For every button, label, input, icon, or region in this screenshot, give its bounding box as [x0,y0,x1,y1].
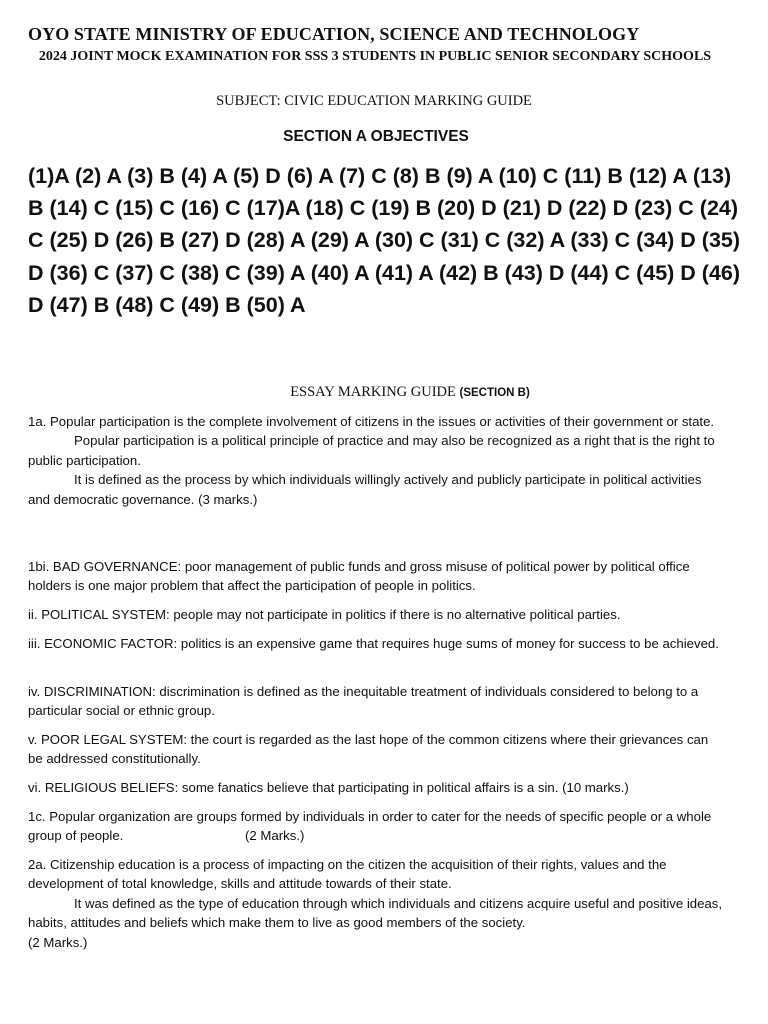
answer-1b-vi: vi. RELIGIOUS BELIEFS: some fanatics believe that participating in political affairs is a sin. (10 marks.) [28,780,629,795]
objective-answers: (1)A (2) A (3) B (4) A (5) D (6) A (7) C (8) B (9) A (10) C (11) B (12) A (13) B (14) C (15) C (16) C (17)A (18) C (19) B (20) D (21) D (22) D (23) C (24) C (25) D (26) B (27) D (28) A (29) A (30) C (31) C (32) A (33) C (34) D (35) D (36) C (37) C (38) C (39) A (40) A (41) A (42) B (43) D (44) C (45) D (46) D (47) B (48) C (49) B (50) A [28,164,741,317]
subject-line: SUBJECT: CIVIC EDUCATION MARKING GUIDE [216,93,532,109]
answer-1c-marks: (2 Marks.) [245,828,305,844]
essay-guide-title [0,384,768,401]
answer-1b-iv: iv. DISCRIMINATION: discrimination is defined as the inequitable treatment of individuals considered to belong to a particular social or ethnic group. [28,684,699,719]
answer-2a-marks: (2 Marks.) [28,934,88,950]
answer-1b-iii: iii. ECONOMIC FACTOR: politics is an expensive game that requires huge sums of money for success to be achieved. [28,636,719,651]
answer-1a-line1: 1a. Popular participation is the complete involvement of citizens in the issues or activities of their government or state. [28,414,715,429]
answer-2a-line2: It was defined as the type of education through which individuals and citizens acquire useful and positive ideas, habits, attitudes and beliefs which make them to live as good members of the society. [28,895,723,931]
answer-1a [28,412,726,509]
answer-1c-text: 1c. Popular organization are groups formed by individuals in order to cater for the needs of specific people or a whole group of people. [28,809,712,844]
answer-2a [28,855,726,952]
exam-heading: 2024 JOINT MOCK EXAMINATION FOR SSS 3 STUDENTS IN PUBLIC SENIOR SECONDARY SCHOOLS [38,49,712,64]
answer-1c [28,807,726,846]
ministry-heading: OYO STATE MINISTRY OF EDUCATION, SCIENCE AND TECHNOLOGY [28,24,640,44]
answer-1a-line3: It is defined as the process by which individuals willingly actively and publicly participate in political activities and democratic governance. (3 marks.) [28,472,702,507]
answer-1b-i: 1bi. BAD GOVERNANCE: poor management of public funds and gross misuse of political power by political office holders is one major problem that affect the participation of people in politics. [28,559,690,594]
essay-guide-title-text: ESSAY MARKING GUIDE [290,384,456,400]
section-a-title: SECTION A OBJECTIVES [283,128,469,145]
answer-1b-v: v. POOR LEGAL SYSTEM: the court is regarded as the last hope of the common citizens where their grievances can be addressed constitutionally. [28,732,709,767]
answer-1b-ii: ii. POLITICAL SYSTEM: people may not participate in politics if there is no alternative political parties. [28,607,621,622]
essay-guide-section-label: (SECTION B) [459,387,530,399]
answer-2a-line1: 2a. Citizenship education is a process of impacting on the citizen the acquisition of their rights, values and the development of total knowledge, skills and attitude towards of their state. [28,857,667,892]
answer-1a-line2: Popular participation is a political principle of practice and may also be recognized as a right that is the right to public participation. [28,433,715,468]
